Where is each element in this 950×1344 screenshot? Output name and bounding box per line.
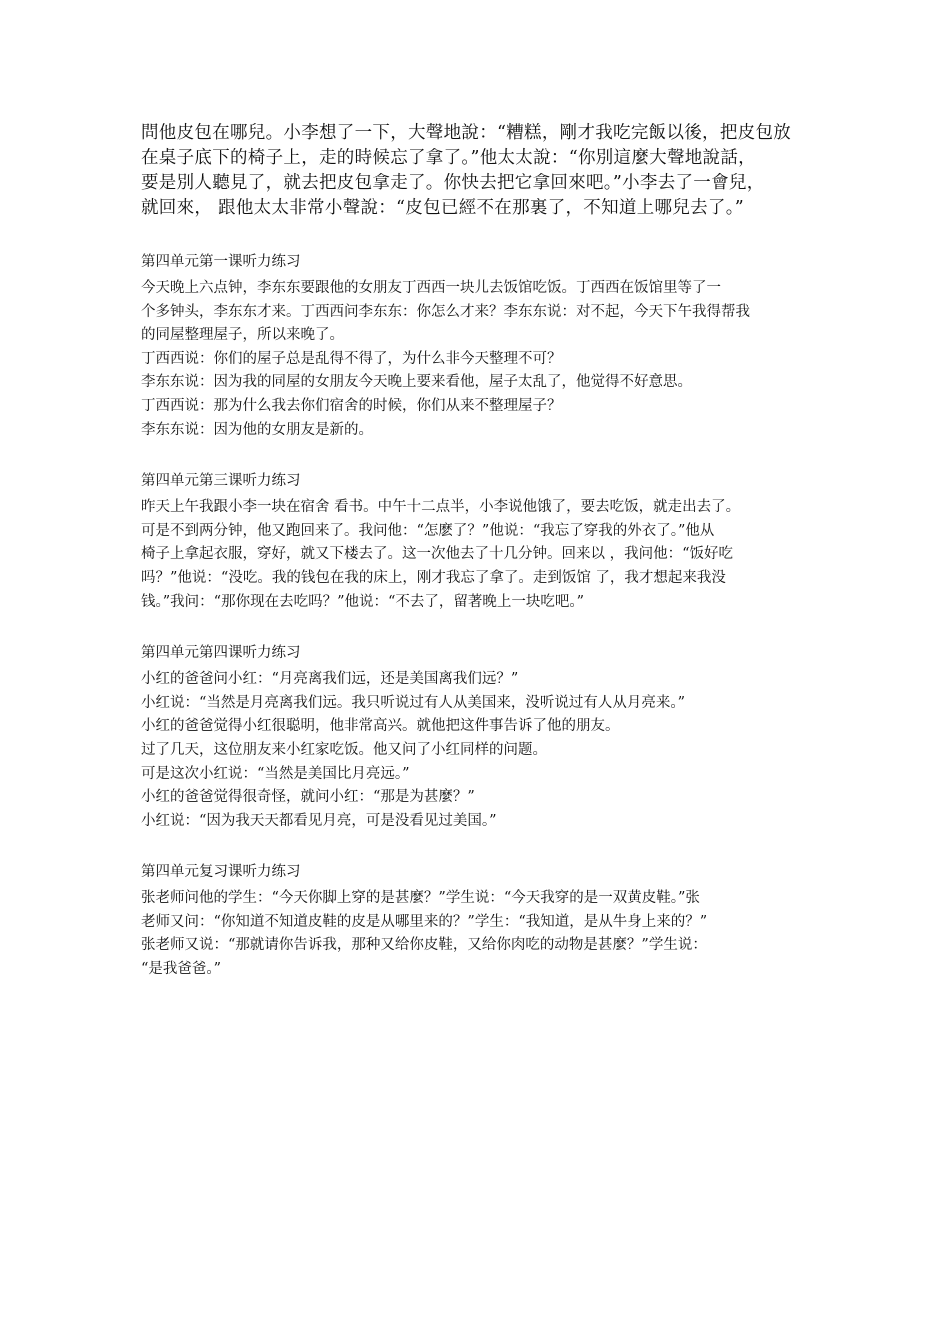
text-line: “是我爸爸。”: [141, 961, 222, 978]
text-line: 钱。”我问：“那你现在去吃吗？”他说：“不去了，留著晚上一块吃吧。”: [141, 593, 585, 610]
text-line: 张老师问他的学生：“今天你脚上穿的是甚麼？”学生说：“今天我穿的是一双黄皮鞋。”张: [141, 890, 700, 907]
text-line: 的同屋整理屋子，所以来晚了。: [141, 327, 344, 344]
text-line: 丁西西说：你们的屋子总是乱得不得了，为什么非今天整理不可？: [141, 350, 562, 367]
text-line: 可是不到两分钟，他又跑回来了。我问他：“怎麽了？”他说：“我忘了穿我的外衣了。”他从: [141, 522, 715, 539]
text-line: 今天晚上六点钟，李东东要跟他的女朋友丁西西一块儿去饭馆吃饭。丁西西在饭馆里等了一: [141, 280, 721, 296]
text-line: 小红的爸爸觉得小红很聪明，他非常高兴。就他把这件事告诉了他的朋友。: [141, 718, 620, 735]
text-line: 小红的爸爸觉得很奇怪，就问小红：“那是为甚麼？”: [141, 789, 475, 806]
section-title: 第四单元第一课听力练习: [141, 254, 301, 270]
text-line: 就回來， 跟他太太非常小聲說：“皮包已經不在那裏了，不知道上哪兒去了。”: [141, 198, 745, 218]
text-line: 小红说：“当然是月亮离我们远。我只听说过有人从美国来，没听说过有人从月亮来。”: [141, 694, 686, 711]
document-page: [141, 121, 813, 982]
text-line: 要是別人聽見了，就去把皮包拿走了。你快去把它拿回來吧。”小李去了一會兒，: [141, 173, 765, 193]
section-unit4-lesson3: [141, 470, 813, 614]
text-line: 小红的爸爸问小红：“月亮离我们远，还是美国离我们远？”: [141, 671, 519, 688]
text-line: 李东东说：因为他的女朋友是新的。: [141, 421, 373, 438]
text-line: 吗？”他说：“没吃。我的钱包在我的床上，刚才我忘了拿了。走到饭馆 了，我才想起来我没: [141, 569, 726, 586]
text-line: 李东东说：因为我的同屋的女朋友今天晚上要来看他，屋子太乱了，他觉得不好意思。: [141, 374, 692, 391]
text-line: 小红说：“因为我天天都看见月亮，可是没看见过美国。”: [141, 812, 497, 829]
text-line: 老师又问：“你知道不知道皮鞋的皮是从哪里来的？”学生：“我知道，是从牛身上来的？”: [141, 913, 708, 930]
text-line: 椅子上拿起衣服，穿好，就又下楼去了。这一次他去了十几分钟。回来以 ，我问他：“饭好吃: [141, 546, 734, 563]
text-line: 过了几天，这位朋友来小红家吃饭。他又问了小红同样的问题。: [141, 741, 547, 758]
section-title: 第四单元第四课听力练习: [141, 645, 301, 662]
section-unit4-review: [141, 861, 813, 981]
text-line: 可是这次小红说：“当然是美国比月亮远。”: [141, 765, 410, 782]
intro-paragraph: [141, 121, 813, 221]
text-line: 問他皮包在哪兒。小李想了一下，大聲地說：“糟糕，剛才我吃完飯以後，把皮包放: [141, 123, 792, 143]
section-unit4-lesson1: [141, 251, 813, 442]
text-line: 在桌子底下的椅子上，走的時候忘了拿了。”他太太說：“你別這麼大聲地說話，: [141, 148, 756, 168]
text-line: 昨天上午我跟小李一块在宿舍 看书。中午十二点半，小李说他饿了，要去吃饭，就走出去了。: [141, 499, 741, 516]
text-line: 张老师又说：“那就请你告诉我，那种又给你皮鞋，又给你肉吃的动物是甚麼？”学生说：: [141, 937, 707, 954]
section-unit4-lesson4: [141, 642, 813, 833]
text-line: 丁西西说：那为什么我去你们宿舍的时候，你们从来不整理屋子？: [141, 397, 562, 414]
text-line: 个多钟头，李东东才来。丁西西问李东东：你怎么才来？李东东说：对不起，今天下午我得帮我: [141, 303, 750, 320]
section-title: 第四单元复习课听力练习: [141, 864, 301, 881]
section-title: 第四单元第三课听力练习: [141, 473, 301, 490]
